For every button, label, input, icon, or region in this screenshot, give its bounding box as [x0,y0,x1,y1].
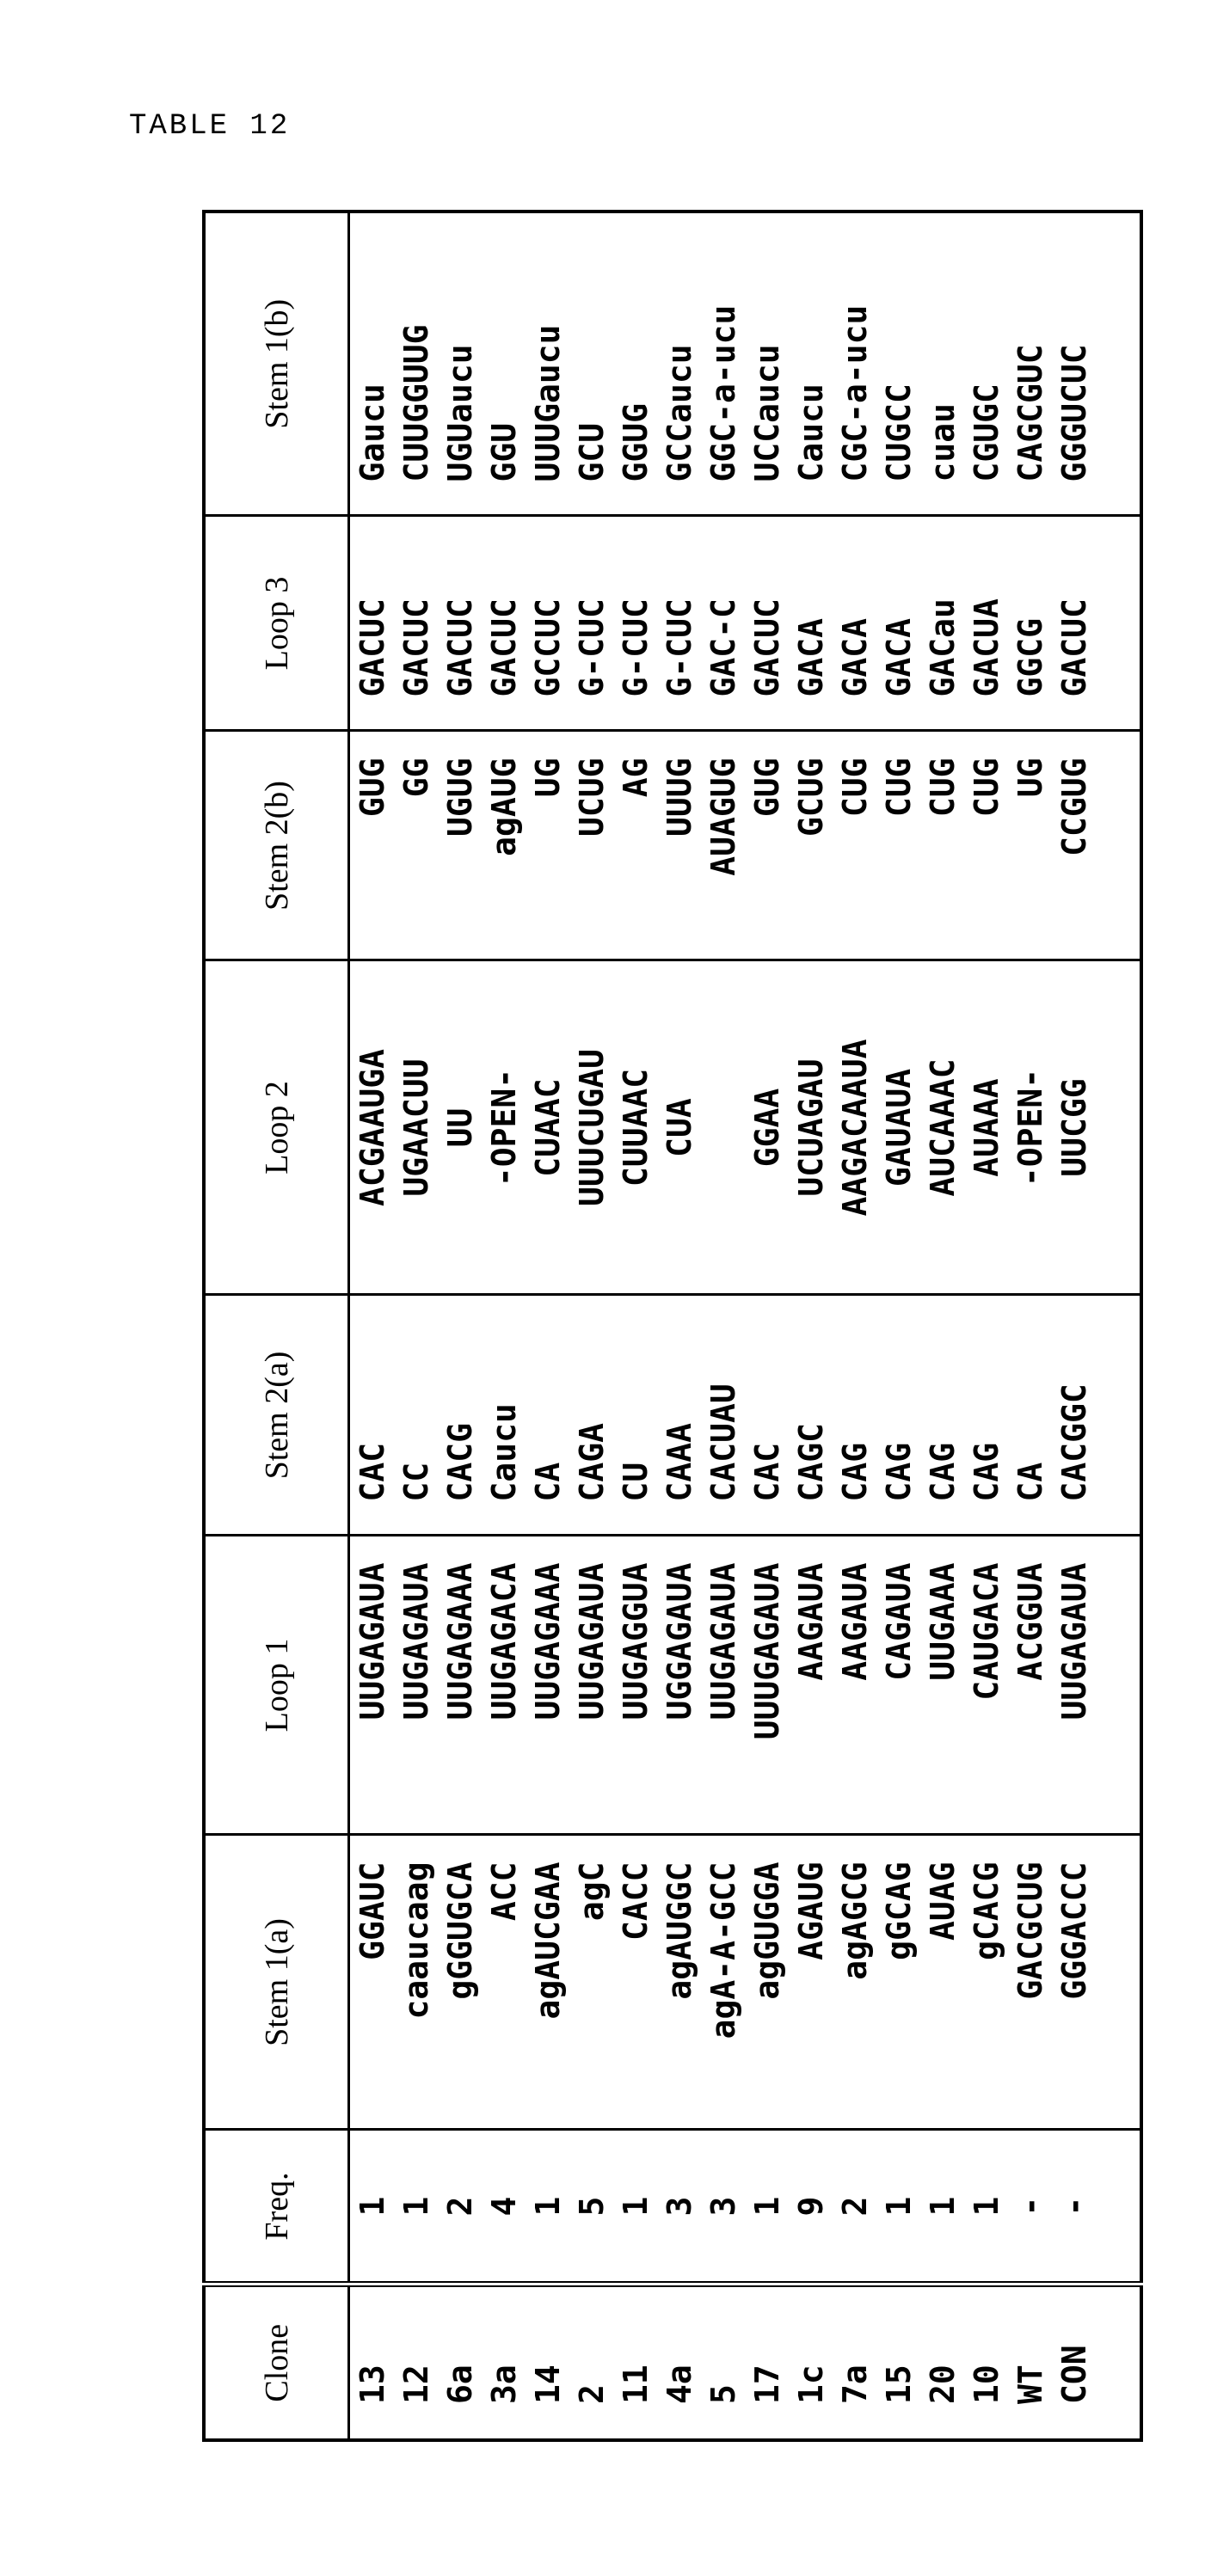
clone-cell: 7a [833,2285,876,2440]
loop3-cell: GACA [876,516,920,731]
stem1a-cell: GGGACCC [1052,1835,1096,2130]
stem1a-cell: agC [569,1835,613,2130]
freq-cell: 1 [394,2130,438,2285]
stem2b-cell: CUG [876,731,920,960]
loop3-cell: GCCUC [526,516,569,731]
loop3-cell: G-CUC [657,516,701,731]
loop2-cell: UUCGG [1052,960,1096,1295]
table-row [482,212,526,2440]
stem2b-cell: CUG [920,731,964,960]
loop2-cell: CUA [657,960,701,1295]
freq-cell: - [1052,2130,1096,2285]
table-row [349,212,395,2440]
stem1b-cell: cuau [920,212,964,516]
loop3-cell: GACau [920,516,964,731]
table-row [1052,212,1096,2440]
loop2-cell: GGAA [745,960,789,1295]
loop2-cell: UUUCUGAU [569,960,613,1295]
loop1-cell: CAGAUA [876,1536,920,1835]
freq-cell: 2 [438,2130,482,2285]
loop1-cell: UGGAGAUA [657,1536,701,1835]
clone-cell: 3a [482,2285,526,2440]
stem2b-cell: UGUG [438,731,482,960]
loop2-cell: UCUAGAU [789,960,833,1295]
rotated-table-container [202,213,1097,2442]
clone-cell: CON [1052,2285,1096,2440]
clone-cell: 5 [701,2285,745,2440]
stem2a-cell: CAGA [569,1295,613,1536]
spacer-cell [1096,731,1141,960]
stem1b-cell: CGC-a-ucu [833,212,876,516]
header-stem1b: Stem 1(b) [204,212,349,516]
loop3-cell: GACA [789,516,833,731]
stem1b-cell: GGU [482,212,526,516]
stem1b-cell: CUUGGUUG [394,212,438,516]
spacer-cell [1096,960,1141,1295]
loop1-cell: UUGAGAUA [349,1536,395,1835]
header-row [204,212,349,2440]
clone-cell: 6a [438,2285,482,2440]
table-row [613,212,657,2440]
stem1a-cell: agAUGGC [657,1835,701,2130]
clone-sequence-table [202,210,1143,2442]
freq-cell: 1 [526,2130,569,2285]
loop2-cell: GAUAUA [876,960,920,1295]
loop1-cell: UUUGAGAUA [745,1536,789,1835]
stem1a-cell: gGCAG [876,1835,920,2130]
stem2a-cell: CA [1008,1295,1052,1536]
stem2b-cell: CUG [964,731,1008,960]
stem2b-cell: CCGUG [1052,731,1096,960]
stem2a-cell: CAC [349,1295,395,1536]
table-row [964,212,1008,2440]
loop1-cell: AAGAUA [833,1536,876,1835]
loop2-cell: UGAACUU [394,960,438,1295]
stem1b-cell: CUGCC [876,212,920,516]
stem2b-cell: GG [394,731,438,960]
stem2b-cell: GCUG [789,731,833,960]
spacer-cell [1096,1835,1141,2130]
header-freq: Freq. [204,2130,349,2285]
stem1a-cell: agAGCG [833,1835,876,2130]
loop2-cell: ACGAAUGA [349,960,395,1295]
spacer-cell [1096,212,1141,516]
stem2b-cell: agAUG [482,731,526,960]
stem1b-cell: GGGUCUC [1052,212,1096,516]
loop1-cell: AAGAUA [789,1536,833,1835]
clone-cell: WT [1008,2285,1052,2440]
freq-cell: 1 [349,2130,395,2285]
stem2b-cell: AG [613,731,657,960]
loop1-cell: UUGAGAUA [701,1536,745,1835]
stem1a-cell: AUAG [920,1835,964,2130]
table-spacer-row [1096,212,1141,2440]
freq-cell: 1 [745,2130,789,2285]
stem2a-cell: CAGC [789,1295,833,1536]
spacer-cell [1096,1295,1141,1536]
stem2a-cell: CU [613,1295,657,1536]
stem1a-cell: caaucaag [394,1835,438,2130]
stem2a-cell: CAG [833,1295,876,1536]
stem1a-cell: agA-A-GCC [701,1835,745,2130]
loop1-cell: UUGAGAUA [1052,1536,1096,1835]
loop1-cell: UUGAGGUA [613,1536,657,1835]
loop1-cell: UUGAGAAA [438,1536,482,1835]
clone-cell: 20 [920,2285,964,2440]
loop1-cell: UUGAGAUA [394,1536,438,1835]
clone-cell: 15 [876,2285,920,2440]
stem2a-cell: CAC [745,1295,789,1536]
spacer-cell [1096,1536,1141,1835]
loop2-cell: AAGACAAUA [833,960,876,1295]
loop2-cell: AUCAAAC [920,960,964,1295]
clone-cell: 4a [657,2285,701,2440]
stem1b-cell: GGUG [613,212,657,516]
clone-cell: 12 [394,2285,438,2440]
loop2-cell: CUUAAC [613,960,657,1295]
stem1b-cell: GGC-a-ucu [701,212,745,516]
stem2a-cell: Caucu [482,1295,526,1536]
table-row [394,212,438,2440]
spacer-cell [1096,516,1141,731]
freq-cell: - [1008,2130,1052,2285]
freq-cell: 9 [789,2130,833,2285]
table-row [701,212,745,2440]
table-row [789,212,833,2440]
table-row [745,212,789,2440]
loop3-cell: GACA [833,516,876,731]
stem1a-cell: CACC [613,1835,657,2130]
clone-cell: 17 [745,2285,789,2440]
loop2-cell: UU [438,960,482,1295]
loop3-cell: G-CUC [613,516,657,731]
header-stem2a: Stem 2(a) [204,1295,349,1536]
stem1a-cell: gCACG [964,1835,1008,2130]
stem2a-cell: CA [526,1295,569,1536]
loop1-cell: UUGAGAUA [569,1536,613,1835]
freq-cell: 1 [964,2130,1008,2285]
loop1-cell: UUGAGAAA [526,1536,569,1835]
spacer-cell [1096,2130,1141,2285]
header-loop1: Loop 1 [204,1536,349,1835]
stem2b-cell: AUAGUG [701,731,745,960]
stem1b-cell: UGUaucu [438,212,482,516]
table-row [920,212,964,2440]
header-stem1a: Stem 1(a) [204,1835,349,2130]
loop1-cell: ACGGUA [1008,1536,1052,1835]
stem1a-cell: GGAUC [349,1835,395,2130]
stem2a-cell: CAG [920,1295,964,1536]
stem2a-cell: CAG [876,1295,920,1536]
clone-cell: 13 [349,2285,395,2440]
stem2b-cell: UG [526,731,569,960]
table-row [657,212,701,2440]
loop3-cell: GACUC [1052,516,1096,731]
stem1b-cell: UCCaucu [745,212,789,516]
stem1a-cell: gGGUGCA [438,1835,482,2130]
table-body [349,212,1142,2440]
loop3-cell: GGCG [1008,516,1052,731]
header-clone: Clone [204,2285,349,2440]
stem2b-cell: CUG [833,731,876,960]
loop3-cell: GACUC [482,516,526,731]
stem2b-cell: GUG [349,731,395,960]
stem2a-cell: CACUAU [701,1295,745,1536]
header-loop2: Loop 2 [204,960,349,1295]
loop1-cell: UUGAGACA [482,1536,526,1835]
stem2b-cell: UG [1008,731,1052,960]
freq-cell: 3 [657,2130,701,2285]
loop3-cell: GACUC [745,516,789,731]
clone-cell: 11 [613,2285,657,2440]
loop3-cell: GAC-C [701,516,745,731]
stem2a-cell: CACGGC [1052,1295,1096,1536]
freq-cell: 3 [701,2130,745,2285]
loop2-cell: -OPEN- [482,960,526,1295]
clone-cell: 10 [964,2285,1008,2440]
loop3-cell: GACUC [349,516,395,731]
loop3-cell: GACUA [964,516,1008,731]
loop2-cell: -OPEN- [1008,960,1052,1295]
loop2-cell: AUAAA [964,960,1008,1295]
clone-cell: 2 [569,2285,613,2440]
freq-cell: 5 [569,2130,613,2285]
table-row [438,212,482,2440]
loop1-cell: CAUGACA [964,1536,1008,1835]
freq-cell: 1 [876,2130,920,2285]
loop3-cell: GACUC [394,516,438,731]
clone-cell: 1c [789,2285,833,2440]
freq-cell: 2 [833,2130,876,2285]
table-row [569,212,613,2440]
header-stem2b: Stem 2(b) [204,731,349,960]
table-row [876,212,920,2440]
stem2b-cell: UCUG [569,731,613,960]
stem2b-cell: UUUG [657,731,701,960]
loop3-cell: G-CUC [569,516,613,731]
stem2a-cell: CAG [964,1295,1008,1536]
stem1b-cell: UUUGaucu [526,212,569,516]
stem2a-cell: CACG [438,1295,482,1536]
header-loop3: Loop 3 [204,516,349,731]
freq-cell: 4 [482,2130,526,2285]
stem1a-cell: ACC [482,1835,526,2130]
table-title: TABLE 12 [129,110,291,143]
loop3-cell: GACUC [438,516,482,731]
stem1b-cell: Caucu [789,212,833,516]
stem1b-cell: GCU [569,212,613,516]
freq-cell: 1 [613,2130,657,2285]
table-row [1008,212,1052,2440]
stem2a-cell: CC [394,1295,438,1536]
stem2a-cell: CAAA [657,1295,701,1536]
clone-cell: 14 [526,2285,569,2440]
stem1b-cell: CGUGC [964,212,1008,516]
freq-cell: 1 [920,2130,964,2285]
table-row [833,212,876,2440]
stem1a-cell: GACGCUG [1008,1835,1052,2130]
table-row [526,212,569,2440]
stem1b-cell: Gaucu [349,212,395,516]
stem2b-cell: GUG [745,731,789,960]
stem1b-cell: CAGCGUC [1008,212,1052,516]
loop2-cell: CUAAC [526,960,569,1295]
stem1a-cell: agGUGGA [745,1835,789,2130]
spacer-cell [1096,2285,1141,2440]
stem1b-cell: GCCaucu [657,212,701,516]
stem1a-cell: AGAUG [789,1835,833,2130]
loop2-cell [701,960,745,1295]
loop1-cell: UUGAAA [920,1536,964,1835]
stem1a-cell: agAUCGAA [526,1835,569,2130]
